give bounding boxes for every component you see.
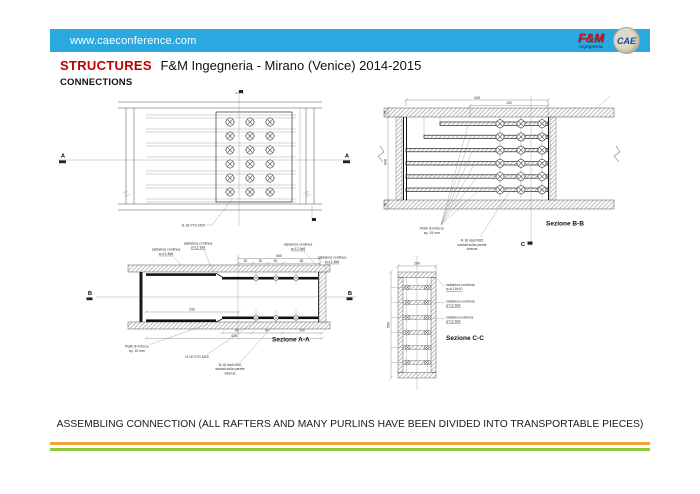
section-aa-title: Sezione A-A (272, 336, 310, 344)
plan-view-drawing (58, 90, 352, 228)
dim-label: 435 (231, 333, 237, 338)
dim-label: 45 (383, 110, 388, 115)
divider-stripe-green (50, 448, 650, 451)
section-marker-a-left: A (60, 153, 66, 160)
weld-spec: a=12 8x8 (446, 319, 461, 324)
section-marker-b-left: B (87, 291, 93, 297)
weld-spec: a=12 8x8 (158, 251, 174, 256)
section-aa-drawing (87, 241, 357, 375)
page-title (60, 58, 421, 73)
dim-label: 85 (299, 259, 304, 263)
section-cc-title: Sezione C-C (446, 335, 484, 342)
weld-spec: a=12 8x8 (446, 303, 461, 308)
weld-spec: a=12 8x8 (190, 245, 206, 250)
section-bb-title: Sezione B-B (546, 220, 584, 228)
technical-drawings (0, 88, 700, 408)
dim-label: 500 (386, 322, 391, 328)
nuts-label: N.18 dadi M20 (460, 238, 484, 243)
divider-stripe-orange (50, 442, 650, 445)
dim-label: 100 (299, 328, 305, 333)
section-cc-drawing (387, 256, 485, 390)
plan-bolts-label: N.18 VTG M20 (181, 223, 205, 228)
weld-label: saldatura continua (283, 242, 313, 247)
cae-logo (613, 27, 640, 54)
fm-logo-subtext: ingegneria (579, 44, 603, 49)
dim-label: 360 (276, 254, 282, 259)
cae-logo-text: CAE (616, 35, 636, 46)
nuts-label: saldati sulla parete (215, 367, 245, 372)
plates-label: sp. 15 mm (128, 348, 146, 353)
title-brand: STRUCTURES (60, 58, 152, 73)
dim-label: 50 (258, 259, 263, 263)
slide-caption: ASSEMBLING CONNECTION (ALL RAFTERS AND MANY PURLINS HAVE BEEN DIVIDED INTO TRANSPORTABLE PIECES) (56, 419, 644, 430)
dim-label: 230 (189, 307, 195, 312)
fm-logo-text: F&M (577, 30, 604, 45)
nuts-label: interna (466, 247, 478, 252)
bolts-label: N.18 VTG M20 (185, 354, 209, 359)
section-marker-b-right: B (347, 291, 353, 297)
dim-label: 200 (414, 261, 420, 266)
website-link[interactable]: www.caeconference.com (70, 34, 197, 47)
dim-label: 45 (383, 202, 388, 207)
weld-label: saldatura continua (317, 255, 347, 260)
dim-label: 408 (474, 95, 480, 100)
dim-label: 150 (506, 101, 512, 106)
weld-spec: a=12 8x8 (324, 259, 340, 264)
nuts-label: saldati sulla parete (457, 242, 487, 247)
nuts-label: interna (224, 371, 236, 376)
dim-label: 50 (243, 259, 248, 263)
fm-ingegneria-logo (576, 32, 606, 50)
plates-label: Piatti di rinforzo (419, 226, 445, 231)
title-project: F&M Ingegneria - Mirano (Venice) 2014-2015 (160, 58, 422, 73)
weld-label: saldatura esterna (446, 315, 474, 320)
section-marker-c: C (520, 242, 526, 248)
weld-label: saldatura continua (151, 247, 181, 252)
weld-label: saldatura continua (446, 299, 475, 304)
dim-label: 50 (273, 259, 278, 263)
weld-label: saldatura continua (183, 241, 213, 246)
header-bar (50, 29, 650, 52)
header-logos (576, 27, 640, 54)
dim-label: 640 (383, 159, 388, 165)
section-heading: CONNECTIONS (60, 77, 133, 88)
weld-label: saldatura continua (446, 282, 475, 287)
dim-label: 80 (265, 328, 269, 333)
weld-spec: a=6 10x10 (446, 287, 463, 292)
section-bb-drawing (378, 96, 620, 251)
plates-label: sp. 15 mm (423, 230, 441, 235)
nuts-label: N.18 dadi M20 (218, 362, 242, 367)
section-marker-a-right: A (344, 153, 350, 160)
weld-spec: a=12 8x8 (290, 246, 306, 251)
plates-label: Piatti di rinforzo (124, 344, 150, 349)
dim-label: 80 (235, 328, 239, 333)
